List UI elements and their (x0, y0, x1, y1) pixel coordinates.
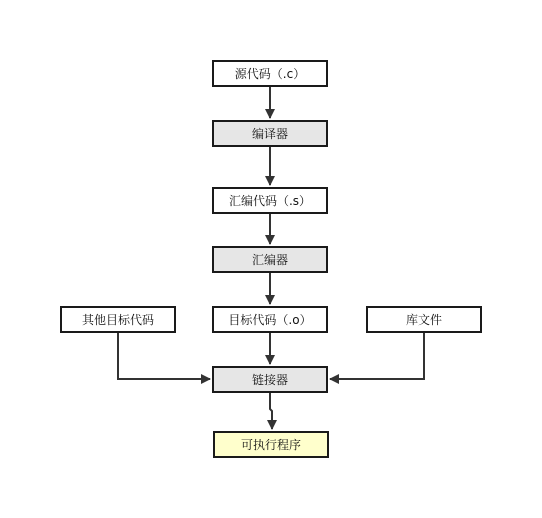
object-code-node: 目标代码（.o） (212, 306, 328, 333)
edge-libraries-to-linker (330, 333, 424, 379)
executable-node: 可执行程序 (213, 431, 329, 458)
assembler-node: 汇编器 (212, 246, 328, 273)
linker-node: 链接器 (212, 366, 328, 393)
other-object-code-node: 其他目标代码 (60, 306, 176, 333)
assembly-code-node: 汇编代码（.s） (212, 187, 328, 214)
compiler-node: 编译器 (212, 120, 328, 147)
library-files-node: 库文件 (366, 306, 482, 333)
edge-linker-to-executable (270, 393, 272, 429)
source-code-node: 源代码（.c） (212, 60, 328, 87)
edge-other-objects-to-linker (118, 333, 210, 379)
